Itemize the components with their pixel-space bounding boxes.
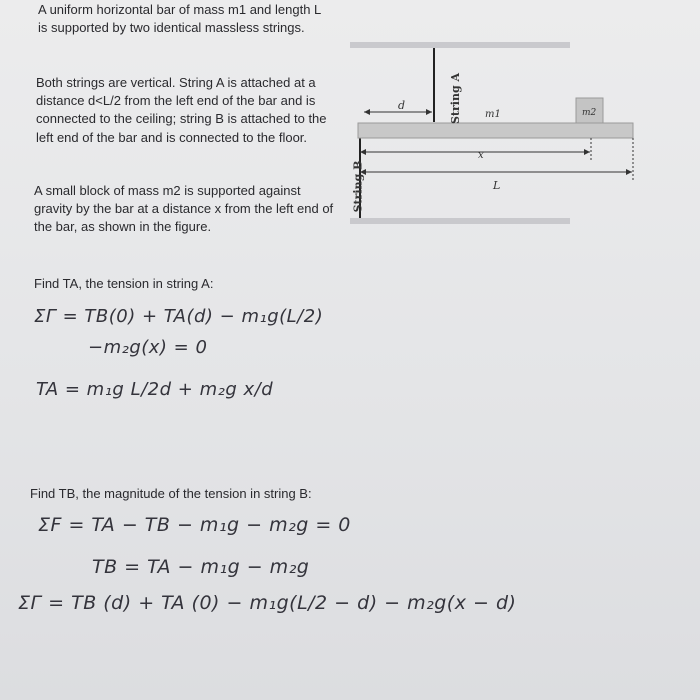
d-arrow-left — [364, 109, 370, 115]
tb-expression: TB = TA − m₁g − m₂g — [92, 556, 310, 578]
ta-result: TA = m₁g L/2d + m₂g x/d — [36, 379, 274, 400]
m1-label: m1 — [485, 109, 501, 120]
x-label: x — [478, 150, 484, 161]
tb-torque-equation: ΣΓ = TB (d) + TA (0) − m₁g(L/2 − d) − m₂g(x − d) — [18, 592, 517, 614]
string-a-label: String A — [449, 72, 463, 125]
m2-label: m2 — [582, 108, 597, 118]
bar — [358, 123, 633, 138]
d-arrow-right — [426, 109, 432, 115]
question-tb: Find TB, the magnitude of the tension in string B: — [30, 486, 312, 501]
tb-force-equation: ΣF = TA − TB − m₁g − m₂g = 0 — [38, 514, 351, 536]
bar-figure — [330, 30, 700, 240]
string-b-label: String B — [351, 160, 365, 213]
problem-block-text: A small block of mass m2 is supported against gravity by the bar at a distance x from the left end of the bar, as shown in the figure. — [34, 183, 334, 235]
ta-torque-equation: ΣΓ = TB(0) + TA(d) − m₁g(L/2) — [34, 306, 324, 327]
floor — [350, 218, 570, 224]
ceiling — [350, 42, 570, 48]
problem-strings-text: Both strings are vertical. String A is attached at a distance d<L/2 from the left end of the bar and is connected to the ceiling; string B is attached to the left end of the bar and is connected to the floor. — [36, 75, 327, 145]
question-ta: Find TA, the tension in string A: — [34, 276, 214, 291]
problem-intro-text: A uniform horizontal bar of mass m1 and length L is supported by two identical massless strings. — [38, 2, 321, 36]
l-label: L — [493, 179, 501, 192]
d-label: d — [398, 99, 406, 112]
bar-diagram-svg — [330, 30, 700, 240]
l-arrow-right — [626, 169, 632, 175]
x-arrow-right — [584, 149, 590, 155]
ta-torque-equation-cont: −m₂g(x) = 0 — [88, 337, 208, 358]
